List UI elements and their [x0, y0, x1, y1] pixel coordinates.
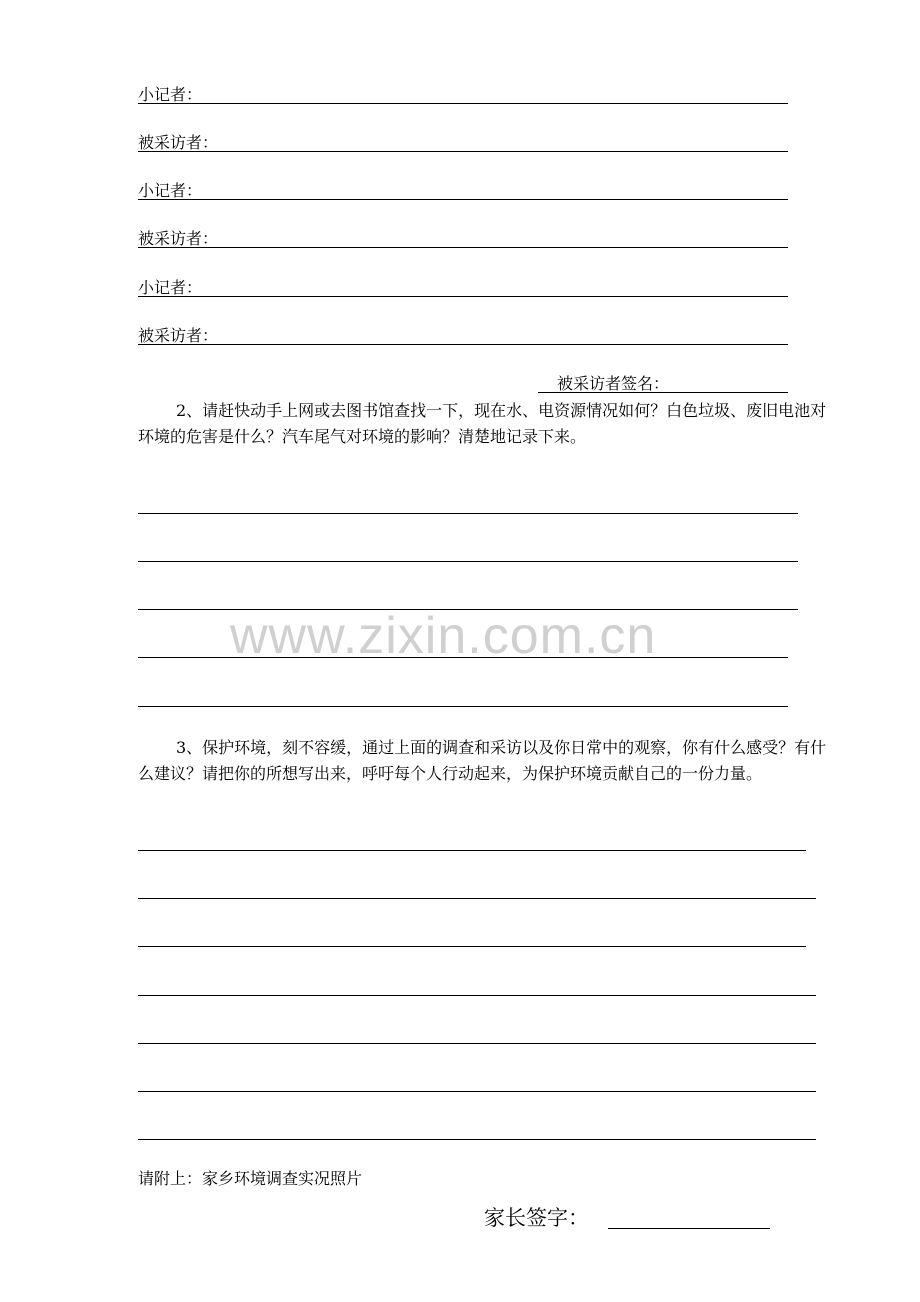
interviewee-signature-line[interactable]: [538, 392, 788, 393]
interview-reporter-label-2: 小记者：: [138, 181, 203, 200]
question-2-answer-line-1[interactable]: [138, 513, 798, 514]
watermark-text: www.zixin.com.cn: [230, 607, 657, 665]
question-3-answer-line-3[interactable]: [138, 946, 806, 947]
question-3-body: 3、保护环境，刻不容缓，通过上面的调查和采访以及你日常中的观察，你有什么感受？有什么建议？请把你的所想写出来，呼吁每个人行动起来，为保护环境贡献自己的一份力量。: [138, 738, 827, 783]
interview-answer-line-3[interactable]: [138, 199, 788, 200]
question-3-answer-line-4[interactable]: [138, 995, 816, 996]
interview-answer-line-5[interactable]: [138, 296, 788, 297]
interview-interviewee-label-1: 被采访者：: [138, 133, 219, 152]
parent-signature-label: 家长签字：: [484, 1206, 589, 1230]
question-2-answer-line-2[interactable]: [138, 561, 798, 562]
interview-answer-line-2[interactable]: [138, 151, 788, 152]
interview-answer-line-4[interactable]: [138, 247, 788, 248]
question-3-answer-line-7[interactable]: [138, 1139, 816, 1140]
interviewee-signature-label: 被采访者签名：: [557, 374, 670, 393]
interview-interviewee-label-2: 被采访者：: [138, 229, 219, 248]
interview-answer-line-1[interactable]: [138, 103, 788, 104]
question-2-answer-line-5[interactable]: [138, 706, 788, 707]
question-3-answer-line-2[interactable]: [138, 898, 816, 899]
interview-interviewee-label-3: 被采访者：: [138, 326, 219, 345]
interview-reporter-label-1: 小记者：: [138, 85, 203, 104]
interview-reporter-label-3: 小记者：: [138, 278, 203, 297]
parent-signature-line[interactable]: [608, 1228, 770, 1229]
question-3-answer-line-1[interactable]: [138, 850, 806, 851]
question-3-answer-line-6[interactable]: [138, 1091, 816, 1092]
question-2-body: 2、请赶快动手上网或去图书馆查找一下，现在水、电资源情况如何？白色垃圾、废旧电池对环境的危害是什么？汽车尾气对环境的影响？清楚地记录下来。: [138, 401, 827, 446]
question-3-text: [138, 735, 838, 787]
attachment-note: 请附上：家乡环境调查实况照片: [138, 1169, 363, 1188]
interview-answer-line-6[interactable]: [138, 344, 788, 345]
question-2-text: [138, 398, 838, 450]
question-3-answer-line-5[interactable]: [138, 1043, 816, 1044]
